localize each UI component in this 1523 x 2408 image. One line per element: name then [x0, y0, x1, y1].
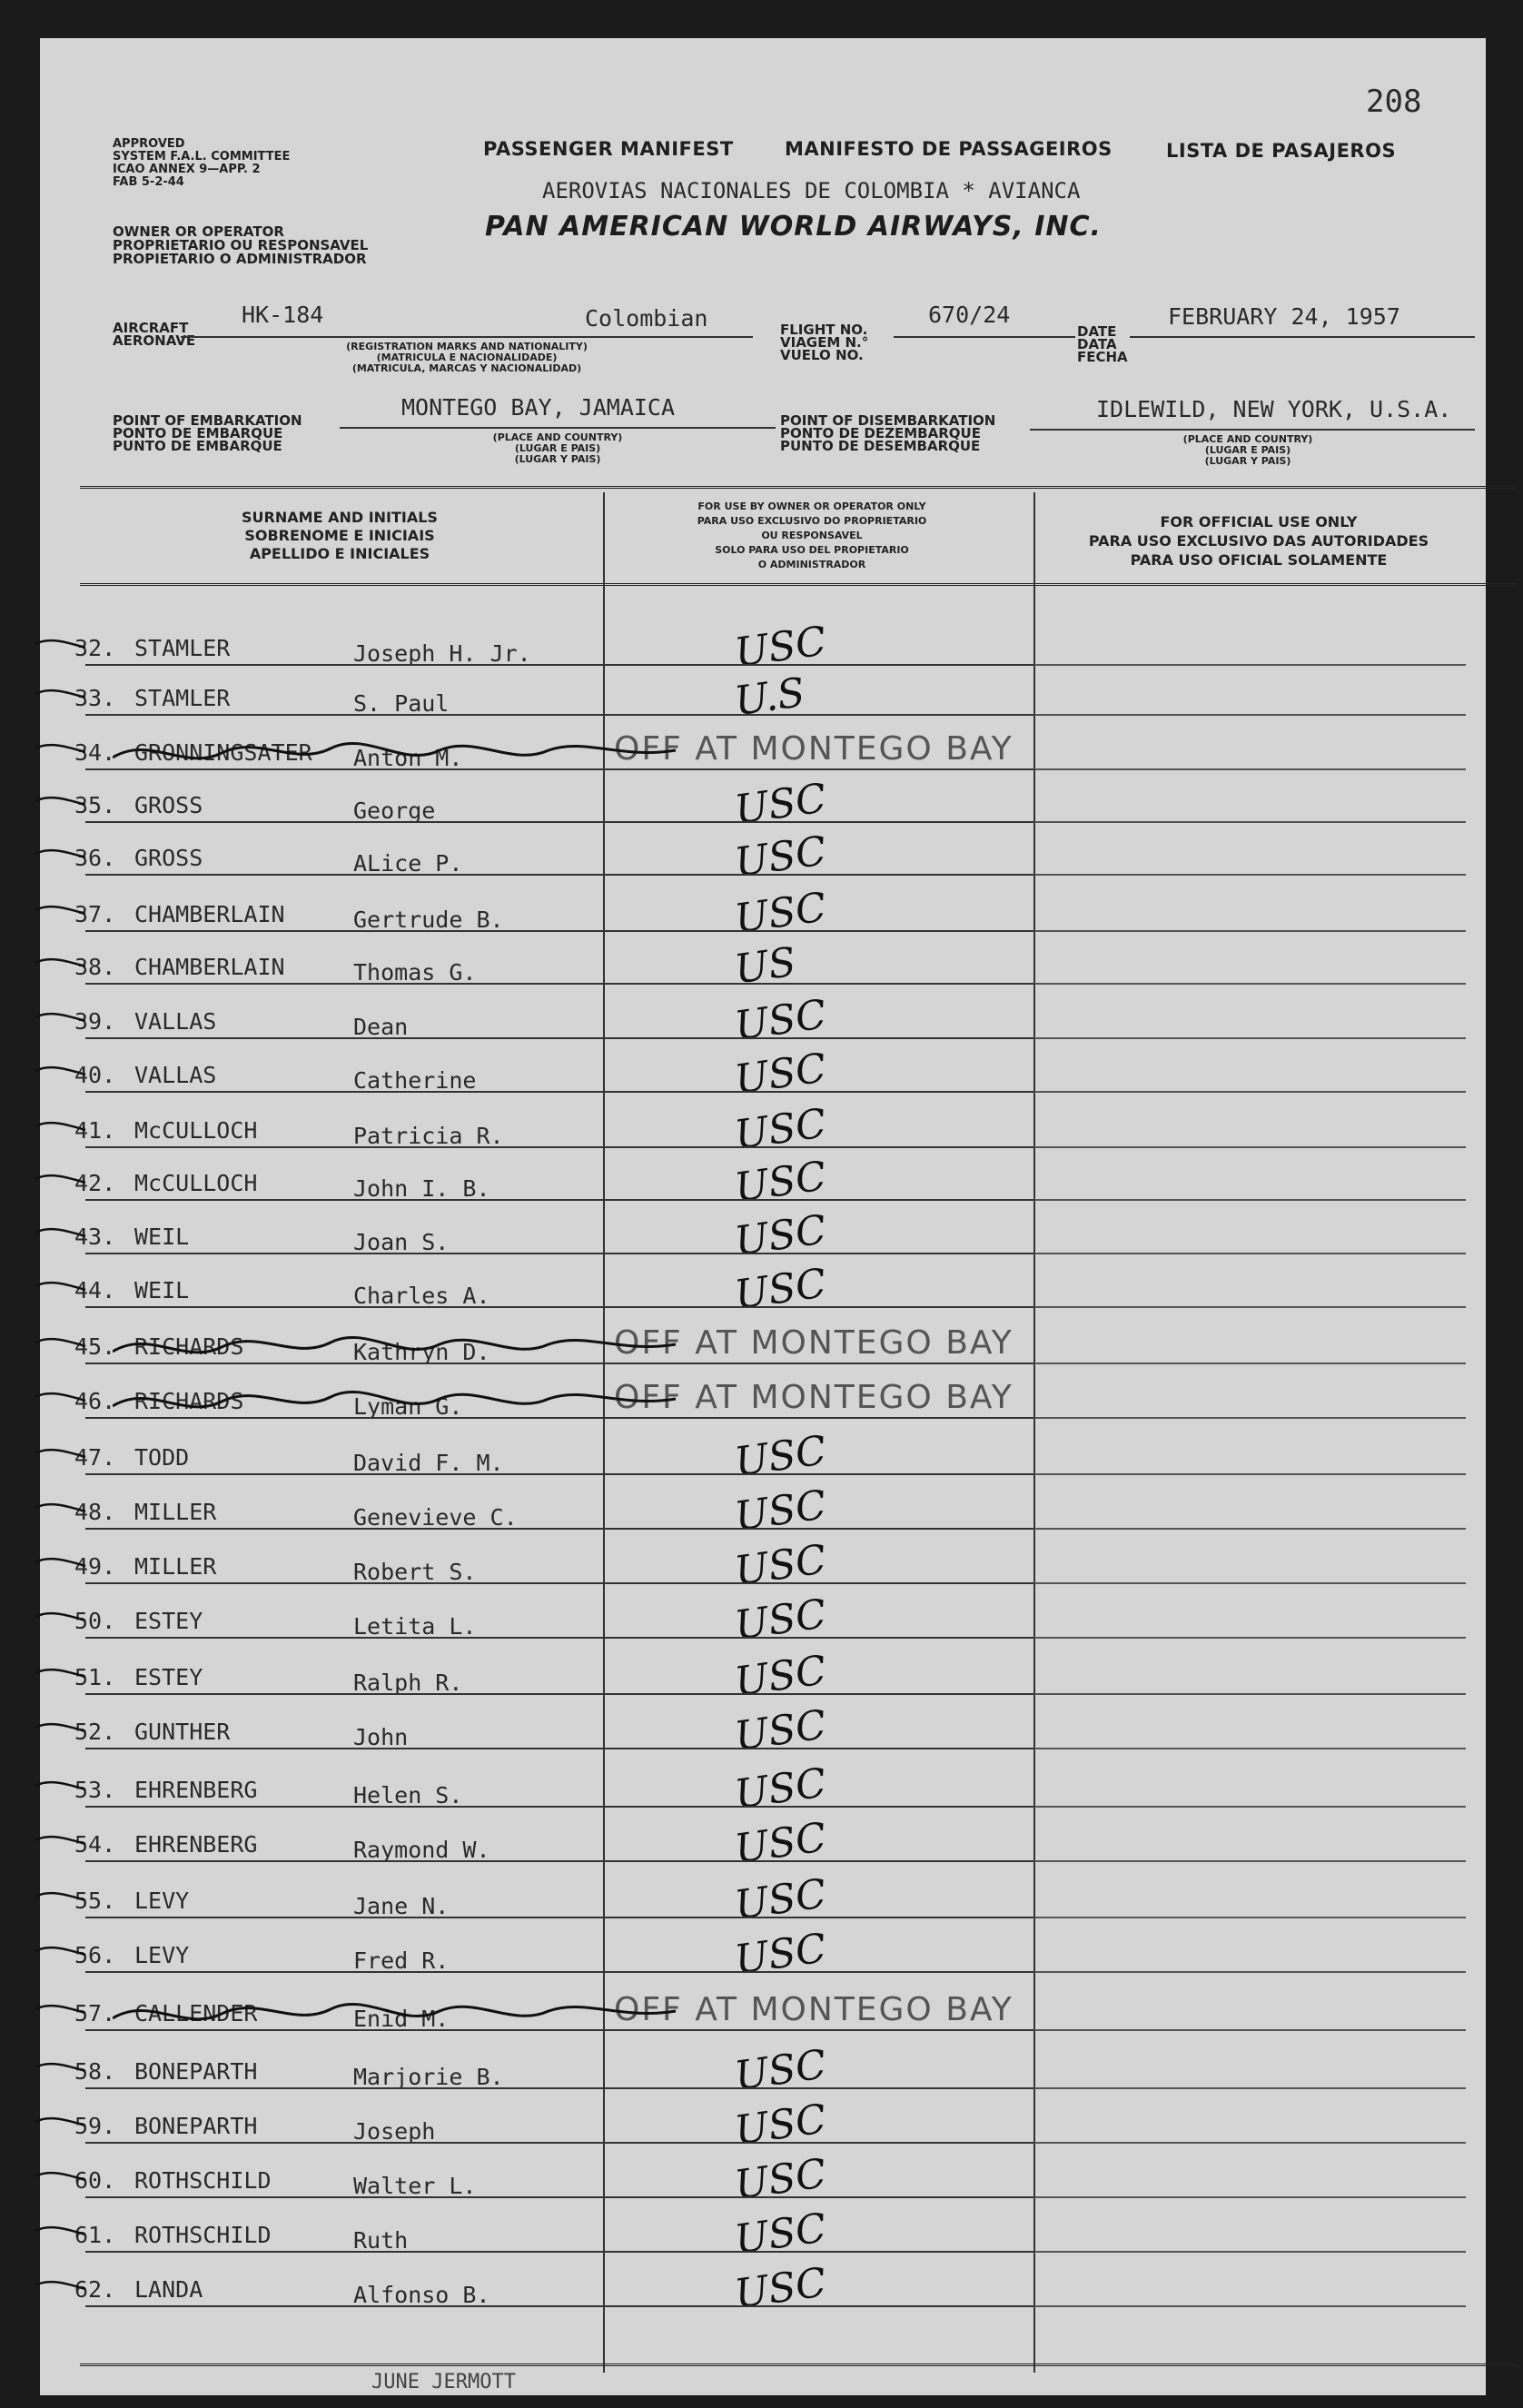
check-tick-mark	[31, 732, 104, 759]
off-stamp: OFF AT MONTEGO BAY	[614, 1324, 1014, 1362]
passenger-number: 38.	[74, 954, 116, 980]
passenger-given-name: ALice P.	[353, 850, 463, 877]
passenger-list	[40, 38, 1486, 2395]
citizenship-mark: USC	[731, 2150, 829, 2209]
passenger-number: 56.	[74, 1942, 116, 1968]
table-row	[40, 938, 1486, 1006]
passenger-number: 62.	[74, 2276, 116, 2303]
passenger-number: 32.	[74, 635, 116, 661]
table-row	[40, 1870, 1486, 1940]
row-rule-official	[1034, 930, 1466, 932]
col-header-official-es: PARA USO OFICIAL SOLAMENTE	[1130, 551, 1388, 569]
page-number: 208	[1366, 84, 1422, 120]
row-rule	[85, 2087, 1033, 2089]
passenger-number: 55.	[74, 1888, 116, 1914]
row-rule-official	[1034, 2142, 1466, 2144]
row-rule	[85, 1917, 1033, 1918]
passenger-number: 54.	[74, 1831, 116, 1858]
passenger-surname: GUNTHER	[134, 1719, 231, 1745]
passenger-given-name: Patricia R.	[353, 1123, 504, 1149]
row-rule-official	[1034, 1146, 1466, 1148]
check-tick-mark	[31, 785, 104, 812]
row-rule-official	[1034, 1306, 1466, 1308]
passenger-surname: BONEPARTH	[134, 2113, 258, 2139]
aircraft-nationality: Colombian	[585, 305, 708, 332]
row-rule	[85, 1637, 1033, 1639]
disembarkation-label-pt: PONTO DE DEZEMBARQUE	[780, 425, 981, 441]
disembarkation-value: IDLEWILD, NEW YORK, U.S.A.	[1096, 396, 1452, 422]
owner-label-es: PROPIETARIO O ADMINISTRADOR	[113, 251, 367, 267]
passenger-given-name: Joan S.	[353, 1229, 450, 1255]
row-rule-official	[1034, 1528, 1466, 1530]
row-rule-official	[1034, 1582, 1466, 1584]
table-row	[40, 1925, 1486, 1995]
table-row	[40, 1260, 1486, 1330]
row-rule	[85, 1253, 1033, 1254]
check-tick-mark	[31, 1935, 104, 1962]
passenger-given-name: Genevieve C.	[353, 1504, 518, 1531]
table-row	[40, 1991, 1486, 2053]
table-row	[40, 2259, 1486, 2329]
off-stamp: OFF AT MONTEGO BAY	[614, 1379, 1014, 1416]
table-row	[40, 2205, 1486, 2274]
row-rule	[85, 1748, 1033, 1749]
passenger-surname: McCULLOCH	[134, 1170, 258, 1196]
flight-label-pt: VIAGEM N.°	[780, 334, 869, 351]
citizenship-mark: USC	[731, 1045, 829, 1104]
passenger-given-name: Raymond W.	[353, 1837, 490, 1863]
passenger-surname: CHAMBERLAIN	[134, 954, 285, 980]
row-rule-official	[1034, 1917, 1466, 1918]
citizenship-mark: USC	[731, 1427, 829, 1486]
check-tick-mark	[31, 1216, 104, 1244]
passenger-surname: MILLER	[134, 1499, 217, 1525]
disembarkation-label-es: PUNTO DE DESEMBARQUE	[780, 438, 981, 454]
check-tick-mark	[31, 2106, 104, 2133]
flight-date: FEBRUARY 24, 1957	[1168, 303, 1400, 330]
citizenship-mark: USC	[731, 1701, 829, 1760]
passenger-number: 36.	[74, 845, 116, 871]
check-tick-mark	[31, 1657, 104, 1684]
passenger-surname: ESTEY	[134, 1608, 203, 1634]
table-row	[40, 669, 1486, 738]
disembarkation-caption-es: (LUGAR Y PAIS)	[1204, 455, 1291, 467]
owner-label-en: OWNER OR OPERATOR	[113, 223, 284, 240]
passenger-given-name: John I. B.	[353, 1175, 490, 1202]
passenger-surname: STAMLER	[134, 685, 231, 711]
check-tick-mark	[31, 1163, 104, 1190]
title-en: PASSENGER MANIFEST	[483, 138, 734, 160]
table-row	[40, 2150, 1486, 2220]
table-row	[40, 2096, 1486, 2165]
passenger-number: 46.	[74, 1388, 116, 1414]
col-header-name-pt: SOBRENOME E INICIAIS	[244, 527, 435, 544]
row-rule	[85, 1860, 1033, 1862]
row-rule	[85, 1473, 1033, 1475]
passenger-number: 50.	[74, 1608, 116, 1634]
row-rule	[85, 1306, 1033, 1308]
check-tick-mark	[31, 1546, 104, 1573]
row-rule	[85, 874, 1033, 876]
row-rule	[85, 1363, 1033, 1364]
check-tick-mark	[31, 1270, 104, 1297]
passenger-surname: MILLER	[134, 1553, 217, 1580]
passenger-given-name: Walter L.	[353, 2173, 477, 2199]
citizenship-mark: USC	[731, 827, 829, 887]
passenger-surname: EHRENBERG	[134, 1831, 258, 1858]
check-tick-mark	[31, 1055, 104, 1082]
airline-line: AEROVIAS NACIONALES DE COLOMBIA * AVIANCA	[542, 178, 1081, 203]
aircraft-registration: HK-184	[242, 302, 324, 328]
row-rule	[85, 714, 1033, 716]
passenger-surname: RICHARDS	[134, 1333, 244, 1360]
approval-line: SYSTEM F.A.L. COMMITTEE	[113, 150, 291, 164]
citizenship-mark: U.S	[731, 669, 808, 726]
table-row	[40, 1379, 1486, 1441]
passenger-given-name: Ruth	[353, 2227, 409, 2254]
row-rule-official	[1034, 714, 1466, 716]
row-rule	[85, 1693, 1033, 1695]
approval-line: ICAO ANNEX 9—APP. 2	[113, 163, 261, 176]
row-rule-official	[1034, 1693, 1466, 1695]
table-row	[40, 1701, 1486, 1771]
passenger-given-name: Thomas G.	[353, 959, 477, 986]
check-tick-mark	[31, 2160, 104, 2187]
table-row	[40, 1536, 1486, 1606]
footer-rule	[80, 2363, 1517, 2366]
row-rule	[85, 1199, 1033, 1201]
row-rule-official	[1034, 821, 1466, 823]
row-rule-official	[1034, 1473, 1466, 1475]
row-rule-official	[1034, 664, 1466, 666]
passenger-surname: EHRENBERG	[134, 1777, 258, 1803]
title-es: LISTA DE PASAJEROS	[1166, 140, 1397, 162]
row-rule	[85, 2142, 1033, 2144]
approval-line: FAB 5-2-44	[113, 175, 184, 189]
passenger-number: 53.	[74, 1777, 116, 1803]
col-header-name-en: SURNAME AND INITIALS	[242, 509, 438, 526]
passenger-given-name: Joseph H. Jr.	[353, 640, 531, 667]
check-tick-mark	[31, 946, 104, 974]
row-rule	[85, 1971, 1033, 1973]
citizenship-mark: USC	[731, 2096, 829, 2155]
row-rule-official	[1034, 2196, 1466, 2198]
off-stamp: OFF AT MONTEGO BAY	[614, 730, 1014, 768]
passenger-given-name: Joseph	[353, 2118, 436, 2145]
passenger-number: 59.	[74, 2113, 116, 2139]
col-header-operator-line: SOLO PARA USO DEL PROPIETARIO	[715, 544, 909, 556]
passenger-number: 61.	[74, 2222, 116, 2248]
check-tick-mark	[31, 1880, 104, 1908]
row-rule-official	[1034, 1860, 1466, 1862]
citizenship-mark: USC	[731, 1481, 829, 1541]
owner-label-pt: PROPRIETARIO OU RESPONSAVEL	[113, 237, 369, 253]
row-rule	[85, 821, 1033, 823]
row-rule-official	[1034, 1037, 1466, 1039]
citizenship-mark: USC	[731, 1536, 829, 1595]
row-rule	[85, 2251, 1033, 2253]
citizenship-mark: USC	[731, 884, 829, 943]
table-row	[40, 1481, 1486, 1551]
date-label-en: DATE	[1077, 323, 1117, 340]
flight-label-en: FLIGHT NO.	[780, 322, 868, 338]
passenger-number: 60.	[74, 2167, 116, 2194]
passenger-given-name: Jane N.	[353, 1893, 450, 1919]
table-row	[40, 1647, 1486, 1717]
row-rule-official	[1034, 874, 1466, 876]
aircraft-caption-en: (REGISTRATION MARKS AND NATIONALITY)	[346, 341, 588, 352]
row-rule-official	[1034, 1806, 1466, 1808]
col-header-official-en: FOR OFFICIAL USE ONLY	[1160, 513, 1358, 530]
passenger-surname: LANDA	[134, 2276, 203, 2303]
table-row	[40, 1427, 1486, 1497]
passenger-surname: LEVY	[134, 1942, 190, 1968]
check-tick-mark	[31, 1381, 104, 1408]
passenger-given-name: S. Paul	[353, 690, 450, 717]
check-tick-mark	[31, 894, 104, 921]
date-label-es: FECHA	[1077, 349, 1128, 365]
passenger-given-name: Gertrude B.	[353, 907, 504, 933]
check-tick-mark	[31, 628, 104, 655]
table-row	[40, 1590, 1486, 1660]
check-tick-mark	[31, 1993, 104, 2020]
citizenship-mark: USC	[731, 618, 829, 677]
passenger-number: 49.	[74, 1553, 116, 1580]
row-rule	[85, 1091, 1033, 1093]
check-tick-mark	[31, 2269, 104, 2296]
row-rule	[85, 768, 1033, 770]
check-tick-mark	[31, 1711, 104, 1739]
passenger-surname: LEVY	[134, 1888, 190, 1914]
citizenship-mark: USC	[731, 1153, 829, 1212]
col-header-operator-line: FOR USE BY OWNER OR OPERATOR ONLY	[697, 500, 926, 512]
passenger-number: 51.	[74, 1664, 116, 1690]
aircraft-label-en: AIRCRAFT	[113, 320, 189, 336]
passenger-surname: TODD	[134, 1444, 190, 1471]
citizenship-mark: USC	[731, 1100, 829, 1159]
check-tick-mark	[31, 1824, 104, 1851]
col-header-operator-line: O ADMINISTRADOR	[757, 559, 866, 570]
embarkation-label-pt: PONTO DE EMBARQUE	[113, 425, 283, 441]
citizenship-mark: USC	[731, 1590, 829, 1650]
embarkation-caption-pt: (LUGAR E PAIS)	[514, 442, 601, 454]
passenger-number: 34.	[74, 739, 116, 766]
passenger-surname: CHAMBERLAIN	[134, 901, 285, 927]
passenger-surname: ROTHSCHILD	[134, 2167, 272, 2194]
passenger-number: 42.	[74, 1170, 116, 1196]
row-rule-official	[1034, 1253, 1466, 1254]
citizenship-mark: USC	[731, 991, 829, 1050]
check-tick-mark	[31, 1326, 104, 1353]
row-rule-official	[1034, 1417, 1466, 1419]
embarkation-value: MONTEGO BAY, JAMAICA	[401, 394, 676, 421]
row-rule-official	[1034, 2087, 1466, 2089]
row-rule-official	[1034, 768, 1466, 770]
title-pt: MANIFESTO DE PASSAGEIROS	[785, 138, 1113, 160]
passenger-given-name: John	[353, 1724, 409, 1750]
embarkation-caption-es: (LUGAR Y PAIS)	[514, 453, 601, 465]
row-rule	[85, 983, 1033, 985]
passenger-given-name: Alfonso B.	[353, 2282, 490, 2308]
row-rule-official	[1034, 2305, 1466, 2307]
citizenship-mark: USC	[731, 1647, 829, 1706]
table-row	[40, 2041, 1486, 2111]
row-rule	[85, 2196, 1033, 2198]
passenger-surname: ESTEY	[134, 1664, 203, 1690]
citizenship-mark: USC	[731, 1925, 829, 1984]
row-rule	[85, 1528, 1033, 1530]
passenger-number: 57.	[74, 2000, 116, 2026]
passenger-surname: WEIL	[134, 1224, 190, 1250]
passenger-surname: CALLENDER	[134, 2000, 258, 2026]
passenger-surname: GRONNINGSATER	[134, 739, 312, 766]
approval-line: APPROVED	[113, 137, 185, 151]
table-row	[40, 1045, 1486, 1115]
row-rule-official	[1034, 2029, 1466, 2031]
row-rule	[85, 1582, 1033, 1584]
passenger-surname: VALLAS	[134, 1062, 217, 1088]
row-rule	[85, 1146, 1033, 1148]
passenger-number: 39.	[74, 1008, 116, 1035]
passenger-given-name: Catherine	[353, 1067, 477, 1094]
passenger-given-name: Charles A.	[353, 1283, 490, 1309]
check-tick-mark	[31, 678, 104, 705]
check-tick-mark	[31, 837, 104, 865]
row-rule	[85, 2305, 1033, 2307]
passenger-given-name: Ralph R.	[353, 1670, 463, 1696]
row-rule	[85, 1037, 1033, 1039]
prepared-by: JUNE JERMOTT	[371, 2371, 516, 2393]
embarkation-label-en: POINT OF EMBARKATION	[113, 412, 302, 429]
passenger-number: 52.	[74, 1719, 116, 1745]
row-rule-official	[1034, 2251, 1466, 2253]
table-row	[40, 1814, 1486, 1884]
passenger-number: 37.	[74, 901, 116, 927]
passenger-given-name: Marjorie B.	[353, 2064, 504, 2090]
col-header-operator-line: OU RESPONSAVEL	[761, 530, 863, 541]
row-rule-official	[1034, 1637, 1466, 1639]
passenger-surname: STAMLER	[134, 635, 231, 661]
passenger-surname: RICHARDS	[134, 1388, 244, 1414]
passenger-number: 41.	[74, 1117, 116, 1144]
table-row	[40, 1324, 1486, 1386]
row-rule-official	[1034, 1971, 1466, 1973]
check-tick-mark	[31, 1769, 104, 1797]
citizenship-mark: USC	[731, 1260, 829, 1319]
row-rule	[85, 1417, 1033, 1419]
passenger-number: 33.	[74, 685, 116, 711]
passenger-given-name: Helen S.	[353, 1782, 463, 1808]
aircraft-caption-pt: (MATRICULA E NACIONALIDADE)	[376, 352, 558, 363]
passenger-given-name: Letita L.	[353, 1613, 477, 1640]
passenger-given-name: Dean	[353, 1014, 409, 1040]
check-tick-mark	[31, 1491, 104, 1519]
passenger-surname: McCULLOCH	[134, 1117, 258, 1144]
citizenship-mark: USC	[731, 2041, 829, 2100]
row-rule	[85, 1806, 1033, 1808]
row-rule-official	[1034, 983, 1466, 985]
passenger-number: 44.	[74, 1277, 116, 1303]
passenger-given-name: Fred R.	[353, 1947, 450, 1974]
table-row	[40, 1759, 1486, 1829]
disembarkation-caption-pt: (LUGAR E PAIS)	[1204, 444, 1291, 456]
citizenship-mark: US	[731, 938, 799, 994]
passenger-surname: GROSS	[134, 792, 203, 818]
check-tick-mark	[31, 1110, 104, 1137]
row-rule	[85, 2029, 1033, 2031]
passenger-given-name: George	[353, 798, 436, 824]
operator-stamp: PAN AMERICAN WORLD AIRWAYS, INC.	[485, 211, 1102, 243]
check-tick-mark	[31, 2051, 104, 2078]
row-rule	[85, 664, 1033, 666]
row-rule-official	[1034, 1748, 1466, 1749]
passenger-given-name: Kathryn D.	[353, 1339, 490, 1365]
passenger-surname: VALLAS	[134, 1008, 217, 1035]
disembarkation-label-en: POINT OF DISEMBARKATION	[780, 412, 996, 429]
passenger-number: 43.	[74, 1224, 116, 1250]
flight-label-es: VUELO NO.	[780, 347, 864, 363]
embarkation-caption-en: (PLACE AND COUNTRY)	[492, 431, 623, 443]
passenger-number: 48.	[74, 1499, 116, 1525]
passenger-number: 58.	[74, 2058, 116, 2085]
disembarkation-caption-en: (PLACE AND COUNTRY)	[1182, 433, 1313, 445]
row-rule-official	[1034, 1091, 1466, 1093]
col-header-official-pt: PARA USO EXCLUSIVO DAS AUTORIDADES	[1088, 532, 1429, 550]
passenger-number: 35.	[74, 792, 116, 818]
col-header-operator-line: PARA USO EXCLUSIVO DO PROPRIETARIO	[697, 515, 927, 527]
citizenship-mark: USC	[731, 1870, 829, 1929]
citizenship-mark: USC	[731, 1814, 829, 1873]
citizenship-mark: USC	[731, 775, 829, 834]
aircraft-caption-es: (MATRICULA, MARCAS Y NACIONALIDAD)	[351, 362, 582, 374]
passenger-given-name: Lyman G.	[353, 1393, 463, 1420]
passenger-surname: GROSS	[134, 845, 203, 871]
check-tick-mark	[31, 1437, 104, 1464]
flight-number: 670/24	[928, 302, 1011, 328]
row-rule-official	[1034, 1363, 1466, 1364]
citizenship-mark: USC	[731, 1759, 829, 1818]
passenger-number: 40.	[74, 1062, 116, 1088]
embarkation-label-es: PUNTO DE EMBARQUE	[113, 438, 282, 454]
check-tick-mark	[31, 1001, 104, 1028]
date-label-pt: DATA	[1077, 336, 1117, 352]
passenger-number: 47.	[74, 1444, 116, 1471]
citizenship-mark: USC	[731, 2205, 829, 2264]
col-header-name-es: APELLIDO E INICIALES	[249, 545, 430, 562]
row-rule	[85, 930, 1033, 932]
manifest-page	[40, 38, 1486, 2395]
passenger-surname: BONEPARTH	[134, 2058, 258, 2085]
passenger-surname: ROTHSCHILD	[134, 2222, 272, 2248]
row-rule-official	[1034, 1199, 1466, 1201]
table-row	[40, 827, 1486, 897]
off-stamp: OFF AT MONTEGO BAY	[614, 1991, 1014, 2028]
passenger-given-name: David F. M.	[353, 1450, 504, 1476]
passenger-given-name: Enid M.	[353, 2006, 450, 2032]
passenger-number: 45.	[74, 1333, 116, 1360]
passenger-given-name: Anton M.	[353, 745, 463, 771]
aircraft-label-pt: AERONAVE	[113, 332, 196, 349]
check-tick-mark	[31, 1600, 104, 1628]
passenger-given-name: Robert S.	[353, 1559, 477, 1585]
citizenship-mark: USC	[731, 1206, 829, 1265]
check-tick-mark	[31, 2215, 104, 2242]
passenger-surname: WEIL	[134, 1277, 190, 1303]
citizenship-mark: USC	[731, 2259, 829, 2318]
